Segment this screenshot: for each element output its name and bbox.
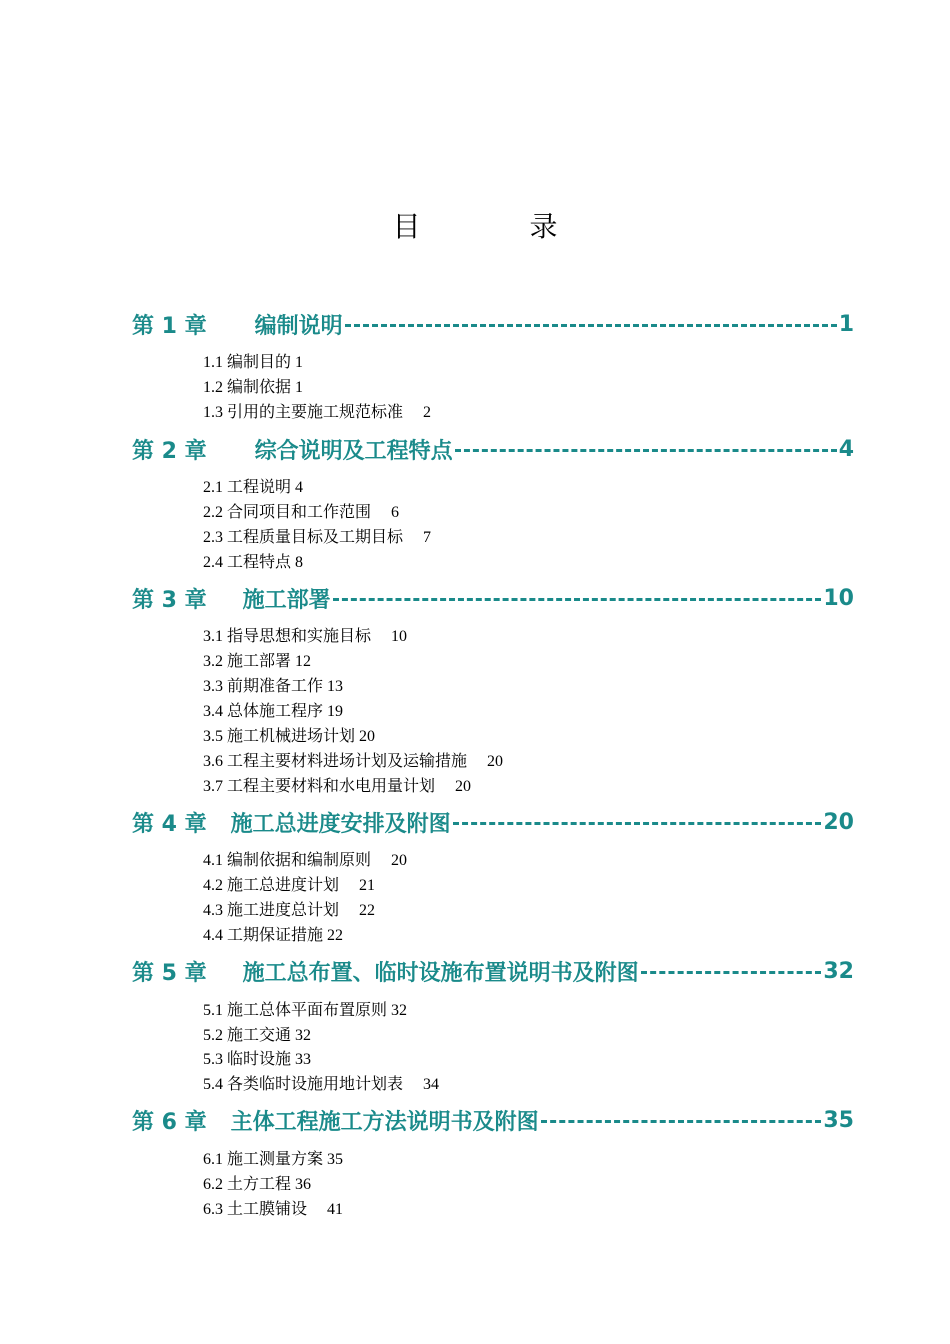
chapter-title: 综合说明及工程特点 [254, 438, 453, 464]
dot-leader [455, 449, 837, 452]
toc-section[interactable]: 1.2 编制依据 1 [203, 379, 304, 396]
chapter-title: 编制说明 [254, 313, 343, 339]
toc-section[interactable]: 3.3 前期准备工作 13 [203, 678, 344, 695]
toc-section[interactable]: 4.2 施工总进度计划 21 [203, 877, 376, 894]
toc-section[interactable]: 2.4 工程特点 8 [203, 554, 304, 571]
toc-section[interactable]: 4.4 工期保证措施 22 [203, 927, 344, 944]
toc-section[interactable]: 1.1 编制目的 1 [203, 354, 304, 371]
chapter-title: 施工部署 [242, 587, 331, 613]
toc-chapter-2[interactable] [132, 433, 854, 465]
chapter-title: 主体工程施工方法说明书及附图 [230, 1109, 539, 1135]
chapter-page: 20 [823, 809, 854, 835]
toc-section[interactable]: 2.2 合同项目和工作范围 6 [203, 504, 400, 521]
toc-section[interactable]: 5.4 各类临时设施用地计划表 34 [203, 1076, 440, 1093]
toc-section[interactable]: 6.2 土方工程 36 [203, 1176, 312, 1193]
chapter-title: 施工总进度安排及附图 [230, 811, 451, 837]
dot-leader [345, 324, 837, 327]
toc-section[interactable]: 3.4 总体施工程序 19 [203, 703, 344, 720]
toc-section[interactable]: 4.1 编制依据和编制原则 20 [203, 852, 408, 869]
chapter-number: 第 1 章 [132, 313, 207, 339]
chapter-page: 4 [838, 436, 854, 462]
toc-section[interactable]: 1.3 引用的主要施工规范标准 2 [203, 404, 432, 421]
toc-chapter-6[interactable] [132, 1104, 854, 1136]
toc-section[interactable]: 5.1 施工总体平面布置原则 32 [203, 1002, 408, 1019]
toc-section[interactable]: 2.3 工程质量目标及工期目标 7 [203, 529, 432, 546]
toc-chapter-3[interactable] [132, 582, 854, 614]
toc-chapter-4[interactable] [132, 806, 854, 838]
chapter-page: 32 [823, 958, 854, 984]
dot-leader [333, 598, 822, 601]
chapter-page: 35 [823, 1107, 854, 1133]
chapter-page: 10 [823, 585, 854, 611]
chapter-title: 施工总布置、临时设施布置说明书及附图 [242, 960, 639, 986]
chapter-number: 第 5 章 [132, 960, 207, 986]
dot-leader [453, 822, 822, 825]
toc-section[interactable]: 4.3 施工进度总计划 22 [203, 902, 376, 919]
chapter-number: 第 3 章 [132, 587, 207, 613]
toc-section[interactable]: 6.3 土工膜铺设 41 [203, 1201, 344, 1218]
dot-leader [641, 971, 822, 974]
toc-chapter-5[interactable] [132, 955, 854, 987]
toc-section[interactable]: 3.2 施工部署 12 [203, 653, 312, 670]
toc-section[interactable]: 3.1 指导思想和实施目标 10 [203, 628, 408, 645]
toc-section[interactable]: 3.7 工程主要材料和水电用量计划 20 [203, 778, 472, 795]
chapter-page: 1 [838, 311, 854, 337]
chapter-number: 第 6 章 [132, 1109, 207, 1135]
toc-section[interactable]: 6.1 施工测量方案 35 [203, 1151, 344, 1168]
toc-section[interactable]: 5.3 临时设施 33 [203, 1051, 312, 1068]
toc-section[interactable]: 5.2 施工交通 32 [203, 1027, 312, 1044]
chapter-number: 第 4 章 [132, 811, 207, 837]
page-title: 目 录 [392, 210, 608, 243]
toc-section[interactable]: 3.6 工程主要材料进场计划及运输措施 20 [203, 753, 504, 770]
toc-chapter-1[interactable] [132, 308, 854, 340]
toc-section[interactable]: 3.5 施工机械进场计划 20 [203, 728, 376, 745]
toc-section[interactable]: 2.1 工程说明 4 [203, 479, 304, 496]
chapter-number: 第 2 章 [132, 438, 207, 464]
dot-leader [541, 1120, 822, 1123]
